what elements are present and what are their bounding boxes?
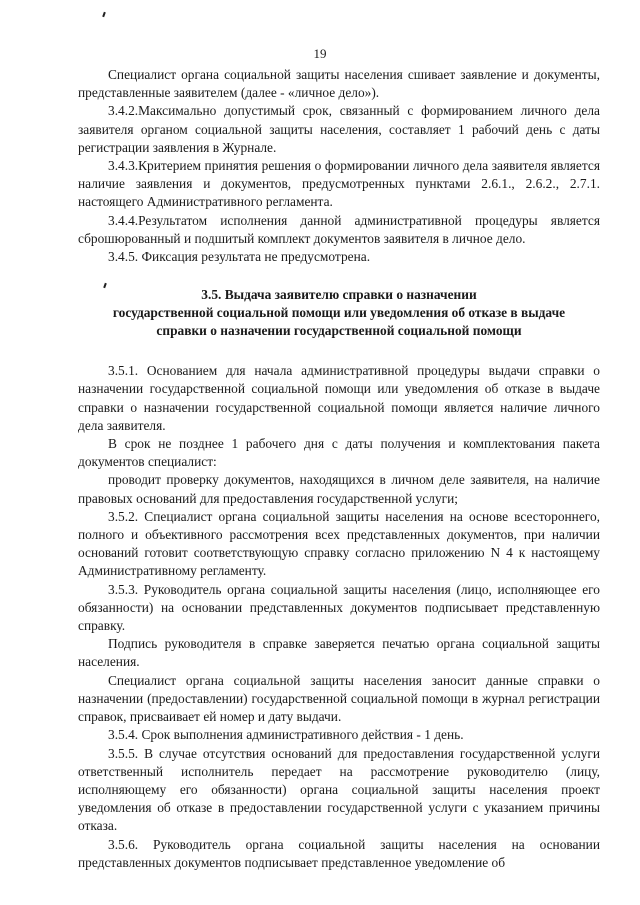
page-number: 19 (313, 46, 327, 61)
paragraph: проводит проверку документов, находящихся в личном деле заявителя, на наличие правовых оснований для предоставления государственной услуги; (78, 472, 600, 506)
paragraph: 3.4.4.Результатом исполнения данной административной процедуры является сброшюрованный и подшитый комплект документов заявителя в личное дело. (78, 212, 600, 246)
section-heading-line: справки о назначении государственной социальной помощи (156, 323, 522, 339)
paragraph: Специалист органа социальной защиты населения сшивает заявление и документы, представленные заявителем (далее - «личное дело»). (78, 67, 600, 101)
section-heading-line: государственной социальной помощи или уведомления об отказе в выдаче (112, 305, 566, 321)
scan-speck (102, 12, 106, 17)
paragraph: В срок не позднее 1 рабочего дня с даты получения и комплектования пакета документов специалист: (78, 436, 600, 470)
paragraph: 3.4.3.Критерием принятия решения о формировании личного дела заявителя является наличие заявления и документов, предусмотренных пунктами 2.6.1., 2.6.2., 2.7.1. настоящего Административного регламента. (78, 158, 600, 210)
paragraph: 3.5.2. Специалист органа социальной защиты населения на основе всестороннего, полного и объективного рассмотрения всех представленных документов, при наличии оснований готовит соответствующую справку согласно приложению N 4 к настоящему Административному регламенту. (78, 508, 600, 579)
paragraph: 3.5.5. В случае отсутствия оснований для предоставления государственной услуги ответственный исполнитель передает на рассмотрение руководителю (лицу, исполняющему его обязанности) органа социальной защиты населения проект уведомления об отказе в предоставлении государственной услуги с указанием причины отказа. (78, 745, 600, 834)
paragraph: 3.5.4. Срок выполнения административного действия - 1 день. (108, 727, 464, 743)
section-heading (78, 286, 600, 340)
paragraph: 3.5.6. Руководитель органа социальной защиты населения на основании представленных документов подписывает представленное уведомление об (78, 836, 600, 870)
paragraph: 3.5.3. Руководитель органа социальной защиты населения (лицо, исполняющее его обязанности) на основании представленных документов подписывает представленную справку. (78, 581, 600, 634)
paragraph: 3.5.1. Основанием для начала административной процедуры выдачи справки о назначении государственной социальной помощи или уведомления об отказе в выдаче справки о назначении государственной социальной помощи является наличие личного дела заявителя. (78, 363, 600, 433)
paragraph: Подпись руководителя в справке заверяется печатью органа социальной защиты населения. (78, 636, 600, 670)
section-heading-line: 3.5. Выдача заявителю справки о назначении (201, 287, 477, 303)
document-body (78, 66, 600, 872)
paragraph: 3.4.2.Максимально допустимый срок, связанный с формированием личного дела заявителя органом социальной защиты населения, составляет 1 рабочий день с даты регистрации заявления в Журнале. (78, 103, 600, 155)
paragraph: 3.4.5. Фиксация результата не предусмотрена. (108, 249, 371, 265)
paragraph: Специалист органа социальной защиты населения заносит данные справки о назначении (предоставлении) государственной социальной помощи в журнал регистрации справок, присваивает ей номер и дату выдачи. (78, 672, 600, 725)
